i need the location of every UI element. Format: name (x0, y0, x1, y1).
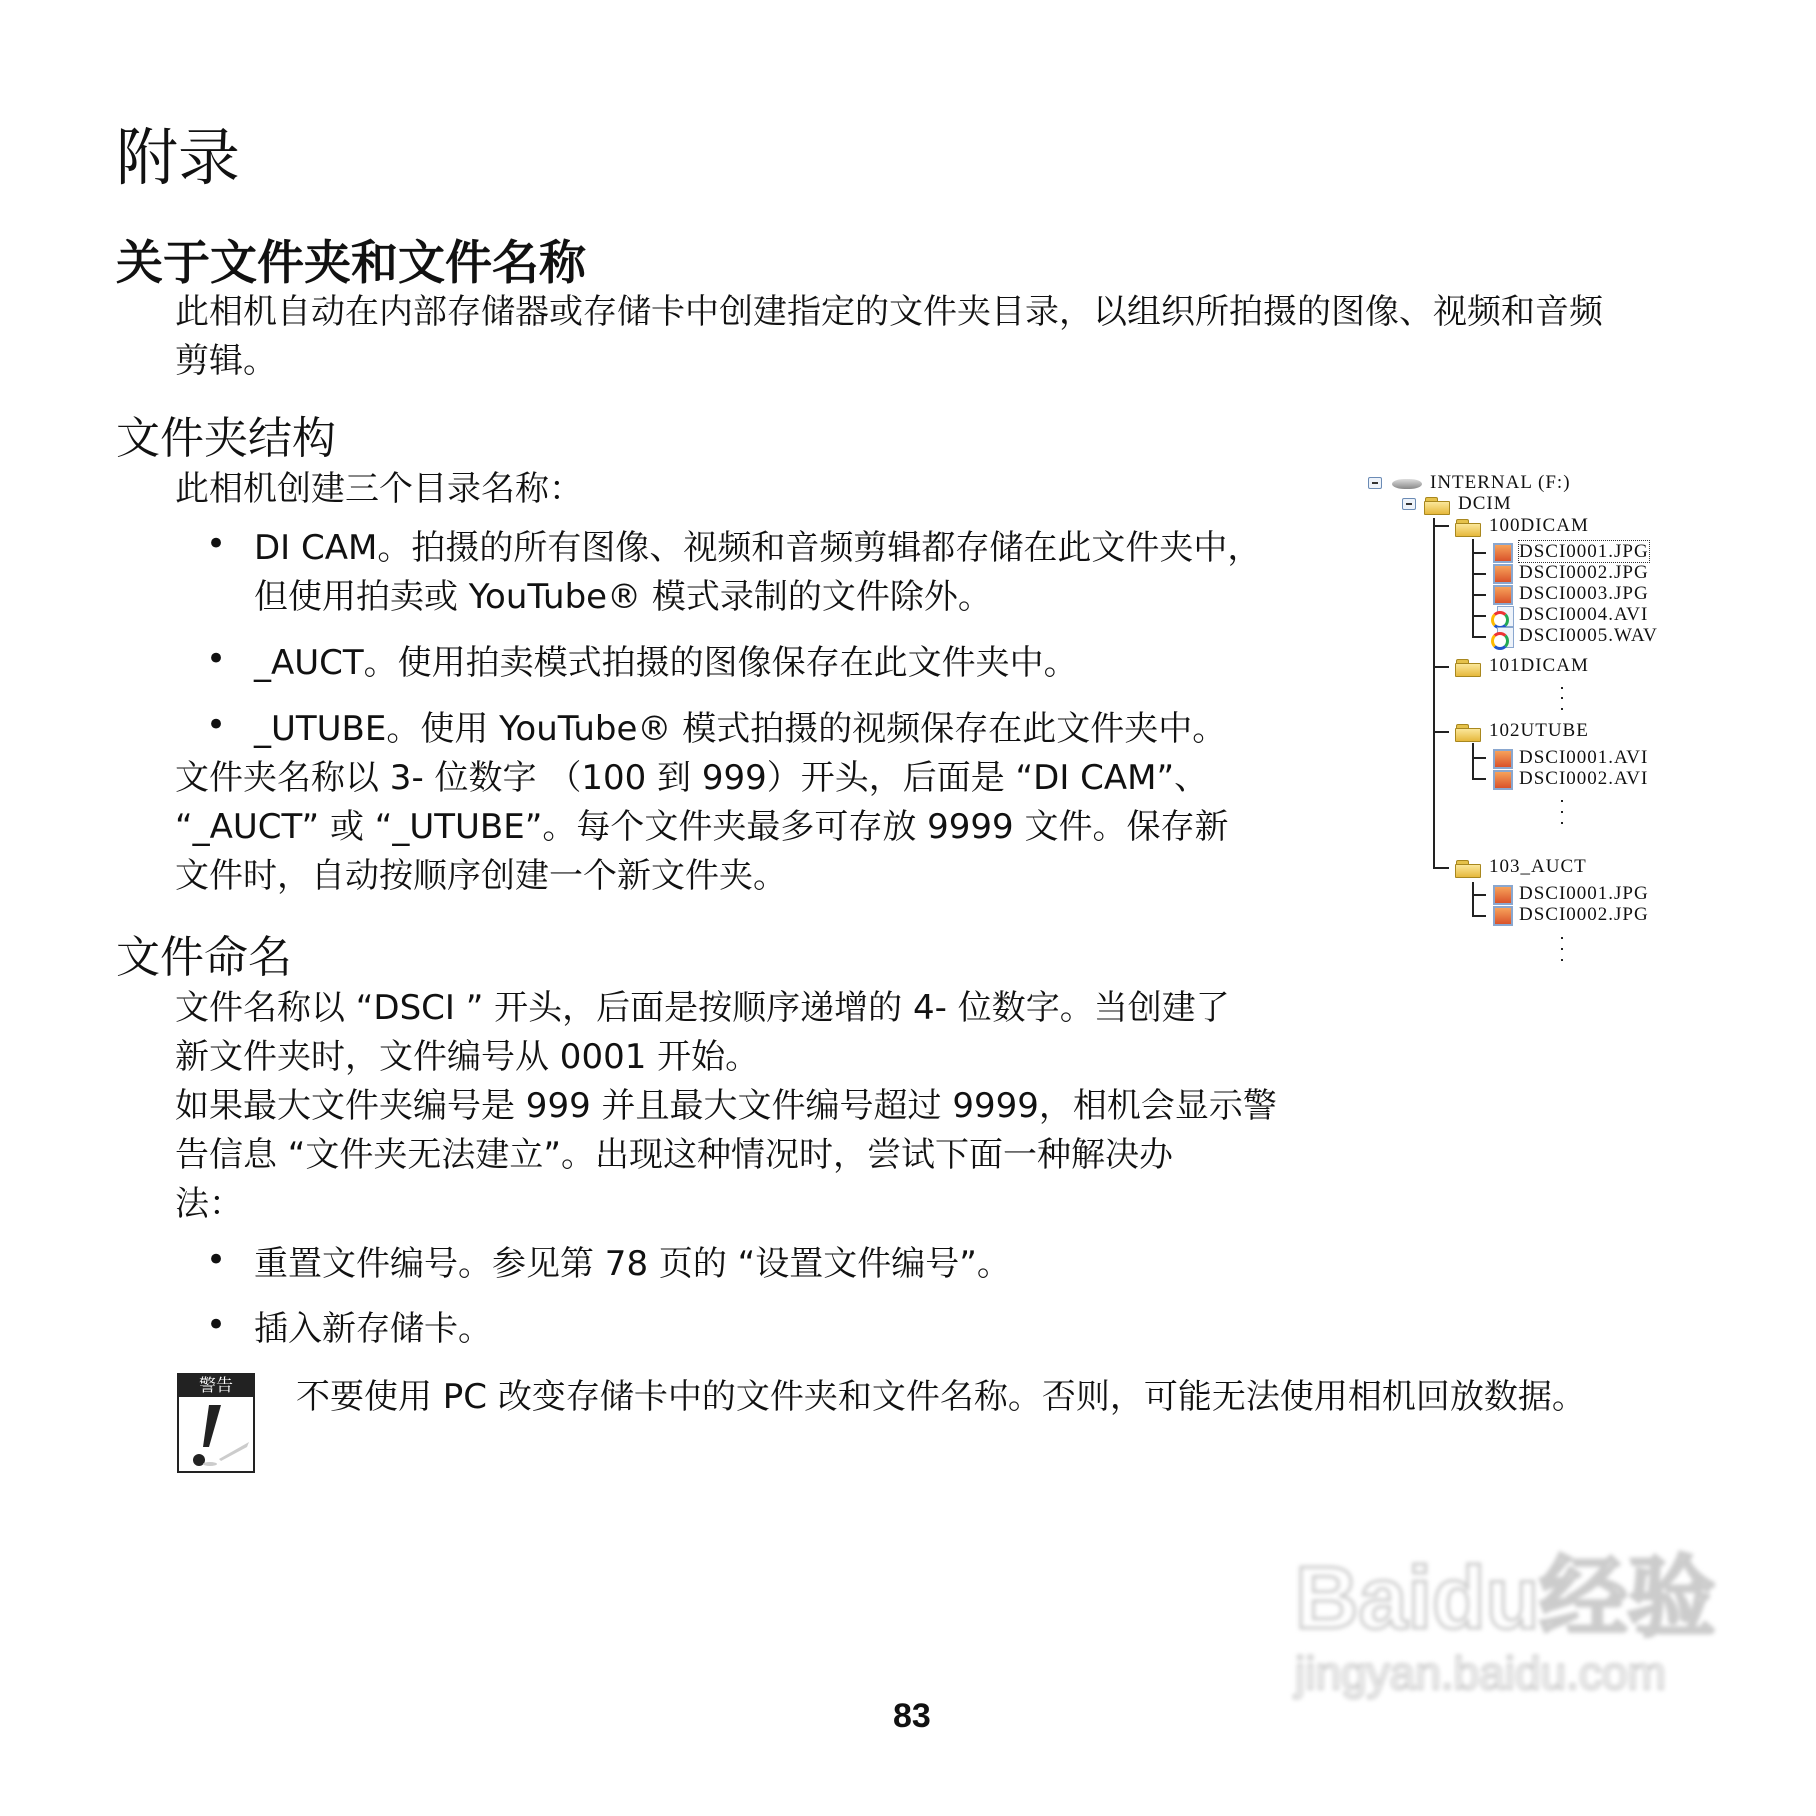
folder-icon (1455, 518, 1481, 536)
tree-line (1472, 594, 1486, 596)
ellipsis-dot (1561, 811, 1563, 813)
image-file-icon (1493, 885, 1513, 905)
watermark-url: jingyan.baidu.com (1295, 1647, 1666, 1699)
image-file-icon (1493, 906, 1513, 926)
tree-file[interactable] (1491, 604, 1648, 626)
tree-folder[interactable] (1455, 515, 1589, 537)
tree-label: DSCI0001.JPG (1519, 541, 1649, 562)
tree-label: 103_AUCT (1489, 856, 1587, 877)
tree-label: 101DICAM (1489, 655, 1589, 676)
tree-file[interactable] (1491, 625, 1658, 647)
tree-label: DSCI0002.JPG (1519, 904, 1649, 925)
media-file-icon (1491, 606, 1513, 626)
tree-label: DSCI0002.JPG (1519, 562, 1649, 583)
tree-line (1472, 615, 1486, 617)
ellipsis-dot (1561, 937, 1563, 939)
tree-line (1433, 731, 1449, 733)
image-file-icon (1493, 564, 1513, 584)
tree-label: DSCI0003.JPG (1519, 583, 1649, 604)
ellipsis-dot (1561, 822, 1563, 824)
tree-label: 102UTUBE (1489, 720, 1589, 741)
watermark-text: Baidu经验 (1295, 1548, 1716, 1647)
tree-label: INTERNAL (F:) (1430, 472, 1571, 493)
text-line: 告信息 “文件夹无法建立”。出现这种情况时，尝试下面一种解决办 (175, 1135, 1174, 1175)
baidu-watermark-logo (1295, 1550, 1715, 1700)
text-line: 如果最大文件夹编号是 999 并且最大文件编号超过 9999，相机会显示警 (175, 1086, 1277, 1126)
folder-icon (1455, 859, 1481, 877)
text-line: 此相机自动在内部存储器或存储卡中创建指定的文件夹目录，以组织所拍摄的图像、视频和音频 (175, 292, 1603, 332)
text-line: 剪辑。 (175, 341, 277, 381)
bullet: • (206, 639, 227, 679)
bullet: • (206, 1240, 227, 1280)
tree-line (1472, 743, 1474, 780)
tree-file[interactable] (1493, 904, 1649, 926)
tree-file[interactable] (1493, 747, 1648, 769)
text-line: 文件时，自动按顺序创建一个新文件夹。 (175, 856, 787, 896)
bullet-item-auct: _AUCT。使用拍卖模式拍摄的图像保存在此文件夹中。 (254, 643, 1078, 683)
ellipsis-dot (1561, 708, 1563, 710)
tree-file[interactable] (1493, 562, 1649, 584)
text-line: 新文件夹时，文件编号从 0001 开始。 (175, 1037, 760, 1077)
page-number: 83 (893, 1697, 931, 1735)
text-line: DI CAM。拍摄的所有图像、视频和音频剪辑都存储在此文件夹中， (254, 528, 1262, 568)
text-line: 文件夹名称以 3- 位数字 （100 到 999）开头，后面是 “DI CAM”、 (175, 758, 1209, 798)
tree-label: DSCI0001.AVI (1519, 747, 1649, 768)
text-line: “_AUCT” 或 “_UTUBE”。每个文件夹最多可存放 9999 文件。保存新 (175, 807, 1229, 847)
tree-line (1433, 666, 1449, 668)
section-heading: 关于文件夹和文件名称 (116, 236, 586, 291)
bullet-item-utube: _UTUBE。使用 YouTube® 模式拍摄的视频保存在此文件夹中。 (254, 709, 1227, 749)
page-title: 附录 (116, 121, 241, 194)
tree-line (1472, 552, 1486, 554)
tree-folder-dcim[interactable] (1424, 493, 1512, 515)
collapse-icon[interactable] (1402, 498, 1416, 510)
tree-file[interactable] (1493, 541, 1649, 563)
collapse-icon[interactable] (1368, 477, 1382, 489)
tree-line (1472, 915, 1486, 917)
tree-label: DCIM (1458, 493, 1512, 514)
folder-structure-lead: 此相机创建三个目录名称： (175, 469, 583, 509)
ellipsis-dot (1561, 948, 1563, 950)
folder-icon (1455, 723, 1481, 741)
image-file-icon (1493, 543, 1513, 563)
tree-label: DSCI0004.AVI (1519, 604, 1649, 625)
tree-line (1433, 518, 1435, 869)
folder-icon (1455, 658, 1481, 676)
bullet: • (206, 524, 227, 564)
ellipsis-dot (1561, 959, 1563, 961)
media-file-icon (1491, 627, 1513, 647)
tree-line (1472, 894, 1486, 896)
ellipsis-dot (1561, 687, 1563, 689)
bullet: • (206, 1305, 227, 1345)
bullet-item-reset: 重置文件编号。参见第 78 页的 “设置文件编号”。 (254, 1244, 1011, 1284)
tree-line (1472, 573, 1486, 575)
tree-folder[interactable] (1455, 720, 1589, 742)
ellipsis-dot (1561, 697, 1563, 699)
text-line: 但使用拍卖或 YouTube® 模式录制的文件除外。 (254, 577, 992, 617)
tree-label: 100DICAM (1489, 515, 1589, 536)
drive-icon (1392, 479, 1422, 489)
warning-badge: 警告 (179, 1375, 253, 1397)
tree-label: DSCI0001.JPG (1519, 883, 1649, 904)
bullet: • (206, 705, 227, 745)
tree-folder[interactable] (1455, 856, 1587, 878)
folder-structure-heading: 文件夹结构 (116, 413, 336, 464)
image-file-icon (1493, 585, 1513, 605)
image-file-icon (1493, 770, 1513, 790)
tree-line (1472, 778, 1486, 780)
tree-line (1433, 867, 1449, 869)
tree-line (1472, 636, 1486, 638)
tree-file[interactable] (1493, 883, 1649, 905)
tree-drive[interactable] (1392, 472, 1571, 494)
text-line: 法： (175, 1184, 243, 1224)
image-file-icon (1493, 749, 1513, 769)
tree-file[interactable] (1493, 768, 1648, 790)
text-line: 文件名称以 “DSCI ” 开头，后面是按顺序递增的 4- 位数字。当创建了 (175, 988, 1230, 1028)
ellipsis-dot (1561, 800, 1563, 802)
tree-file[interactable] (1493, 583, 1649, 605)
folder-icon (1424, 496, 1450, 514)
tree-label: DSCI0002.AVI (1519, 768, 1649, 789)
tree-line (1433, 525, 1449, 527)
file-naming-heading: 文件命名 (116, 932, 292, 983)
bullet-item-new-card: 插入新存储卡。 (254, 1309, 492, 1349)
tree-line (1472, 757, 1486, 759)
tree-line (1472, 882, 1474, 916)
tree-folder[interactable] (1455, 655, 1589, 677)
tree-label: DSCI0005.WAV (1519, 625, 1658, 646)
warning-text: 不要使用 PC 改变存储卡中的文件夹和文件名称。否则，可能无法使用相机回放数据。 (296, 1377, 1586, 1417)
